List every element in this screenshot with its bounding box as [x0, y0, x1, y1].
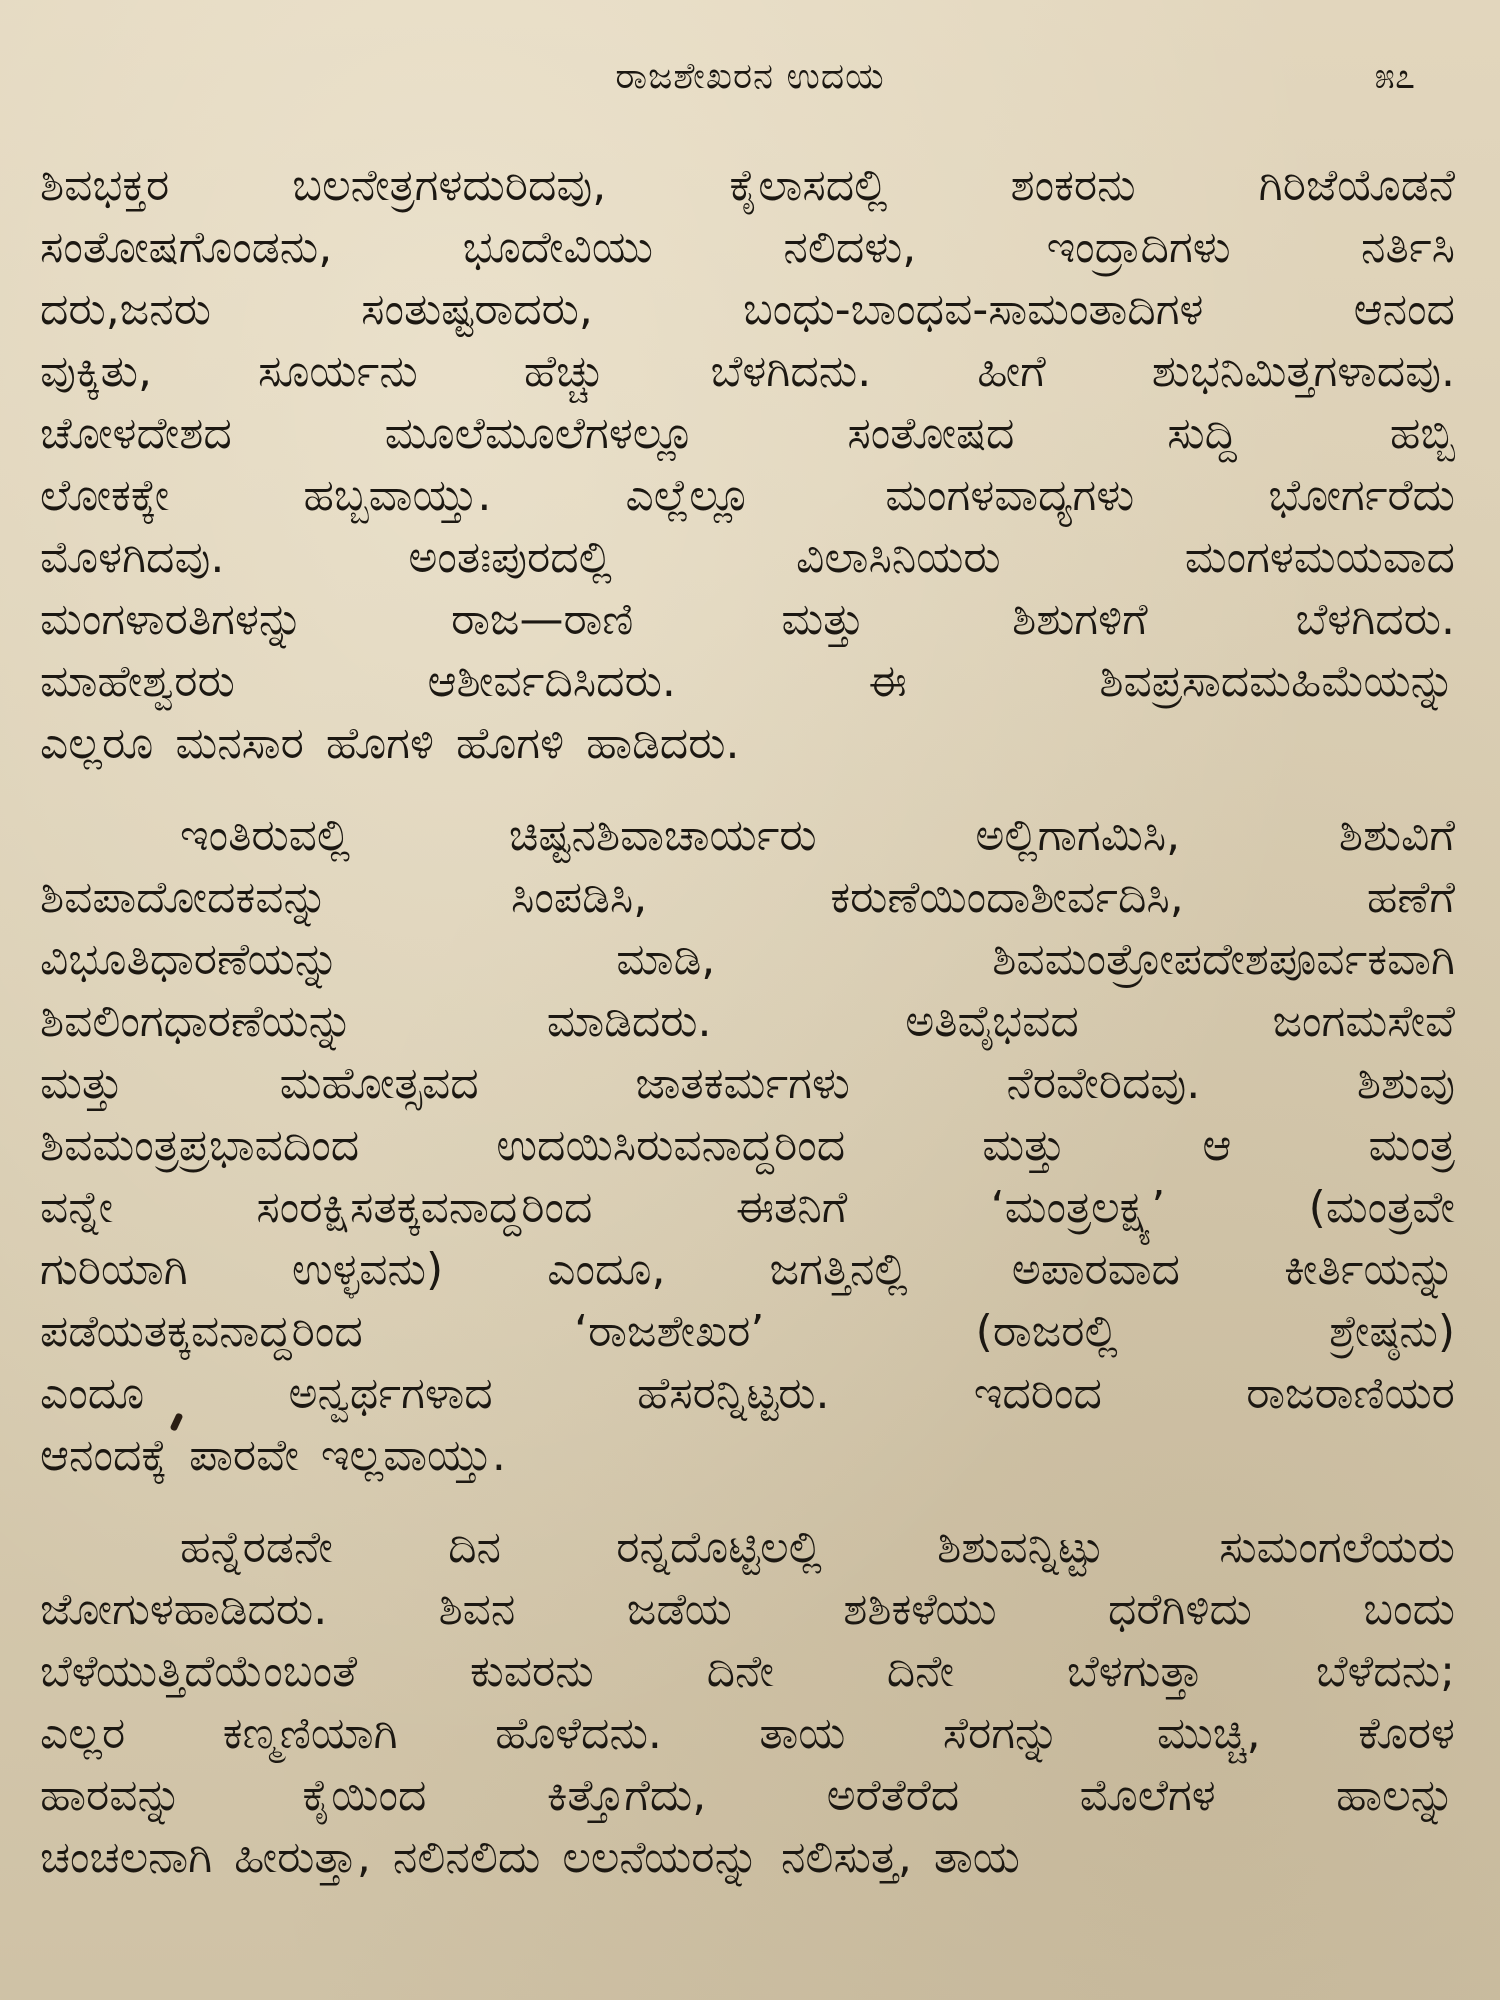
- word: ಕಿತ್ತೊಗೆದು,: [546, 1770, 707, 1821]
- word: ಸಂರಕ್ಷಿಸತಕ್ಕವನಾದ್ದರಿಂದ: [256, 1182, 593, 1233]
- word: ಎಂದೂ,: [547, 1244, 666, 1295]
- word: ಶಿವಮಂತ್ರೋಪದೇಶಪೂರ್ವಕವಾಗಿ: [992, 934, 1455, 985]
- word: ‘ಮಂತ್ರಲಕ್ಷ್ಯ’: [990, 1182, 1166, 1233]
- word: ಹೀರುತ್ತಾ,: [234, 1832, 371, 1883]
- text-line: [40, 1703, 1455, 1765]
- word: ಬೆಳಗಿದನು.: [710, 346, 872, 397]
- word: ಇಂದ್ರಾದಿಗಳು: [1046, 222, 1231, 273]
- word: ನರ್ತಿಸಿ: [1361, 222, 1455, 273]
- word: ಬಲನೇತ್ರಗಳದುರಿದವು,: [292, 160, 607, 211]
- word: ಹಬ್ಬವಾಯ್ತು.: [303, 470, 492, 521]
- body-text: [40, 155, 1455, 1889]
- word: ಮೊಲೆಗಳ: [1079, 1770, 1216, 1821]
- word: ಇಂತಿರುವಲ್ಲಿ: [180, 810, 351, 861]
- word: ಶಿಶುವಿಗೆ: [1338, 810, 1455, 861]
- word: ಶುಭನಿಮಿತ್ತಗಳಾದವು.: [1151, 346, 1455, 397]
- word: ದಿನೇ: [706, 1646, 774, 1697]
- word: ಸುದ್ದಿ: [1167, 408, 1238, 459]
- running-title: ರಾಜಶೇಖರನ ಉದಯ: [615, 56, 885, 97]
- word: ಮತ್ತು: [982, 1120, 1066, 1171]
- text-line: [40, 1301, 1455, 1363]
- word: ಸುಮಂಗಲೆಯರು: [1219, 1522, 1455, 1573]
- word: (ರಾಜರಲ್ಲಿ: [975, 1306, 1118, 1357]
- word: ಸಂತುಷ್ಟರಾದರು,: [361, 284, 593, 335]
- word: ಕೈಲಾಸದಲ್ಲಿ: [729, 160, 888, 211]
- word: ಶಿವಭಕ್ತರ: [40, 160, 170, 211]
- word: ಶಶಿಕಳೆಯು: [843, 1584, 997, 1635]
- word: ಆಶೀರ್ವದಿಸಿದರು.: [427, 656, 676, 707]
- word: ಕಣ್ಮಣಿಯಾಗಿ: [222, 1708, 398, 1759]
- word: ಜಡೆಯ: [626, 1584, 732, 1635]
- word: ಹೆಸರನ್ನಿಟ್ಟರು.: [637, 1368, 830, 1419]
- word: ಶಿವಮಂತ್ರಪ್ರಭಾವದಿಂದ: [40, 1120, 360, 1171]
- text-line: [40, 527, 1455, 589]
- text-line: [40, 867, 1455, 929]
- word: ಈ: [868, 656, 907, 707]
- text-line: [40, 155, 1455, 217]
- word: ಹಾಲನ್ನು: [1336, 1770, 1455, 1821]
- word: ಶಿವಪಾದೋದಕವನ್ನು: [40, 872, 328, 923]
- word: ಎಂದೂ: [40, 1368, 145, 1419]
- word: ಅತಿವೈಭವದ: [905, 996, 1079, 1047]
- word: ಹೊಗಳಿ: [325, 718, 434, 769]
- word: ದರು,ಜನರು: [40, 284, 211, 335]
- text-line: [40, 1517, 1455, 1579]
- text-line: [40, 1579, 1455, 1641]
- word: ಉದಯಿಸಿರುವನಾದ್ದರಿಂದ: [496, 1120, 846, 1171]
- word: ನಲಿಸುತ್ತ,: [780, 1832, 912, 1883]
- word: ಜೋಗುಳಹಾಡಿದರು.: [40, 1584, 328, 1635]
- word: ಜಾತಕರ್ಮಗಳು: [635, 1058, 850, 1109]
- text-line: [40, 217, 1455, 279]
- text-line: [40, 1827, 1455, 1889]
- text-line: [40, 1239, 1455, 1301]
- text-line: [40, 713, 1455, 775]
- text-line: [40, 403, 1455, 465]
- word: ಕೀರ್ತಿಯನ್ನು: [1284, 1244, 1455, 1295]
- text-line: [40, 1363, 1455, 1425]
- paragraph-gap: [40, 775, 1455, 805]
- word: ರಾಜರಾಣಿಯರ: [1246, 1368, 1455, 1419]
- word: ಭೋರ್ಗರೆದು: [1268, 470, 1455, 521]
- word: ಉಳ್ಳವನು): [291, 1244, 444, 1295]
- text-line: [40, 1641, 1455, 1703]
- word: ಹಬ್ಬಿ: [1389, 408, 1455, 459]
- word: ಹಾರವನ್ನು: [40, 1770, 182, 1821]
- word: ಲಲನೆಯರನ್ನು: [562, 1832, 759, 1883]
- word: ಅಲ್ಲಿಗಾಗಮಿಸಿ,: [975, 810, 1181, 861]
- word: ತಾಯ: [759, 1708, 846, 1759]
- text-line: [40, 929, 1455, 991]
- text-line: [40, 805, 1455, 867]
- word: ಚಿಷ್ಟನಶಿವಾಚಾರ್ಯರು: [508, 810, 817, 861]
- text-line: [40, 465, 1455, 527]
- word: ಕುವರನು: [469, 1646, 594, 1697]
- word: ಜಗತ್ತಿನಲ್ಲಿ: [769, 1244, 908, 1295]
- word: ಶಿವನ: [438, 1584, 516, 1635]
- paragraph: [40, 1517, 1455, 1889]
- word: ಶಿವಲಿಂಗಧಾರಣೆಯನ್ನು: [40, 996, 354, 1047]
- word: ಹೊಗಳಿ: [455, 718, 565, 769]
- word: ಮಾಹೇಶ್ವರರು: [40, 656, 235, 707]
- text-line: [40, 1425, 1455, 1487]
- word: ಹಾಡಿದರು.: [586, 718, 740, 769]
- word: ಗುರಿಯಾಗಿ: [40, 1244, 188, 1295]
- word: ಮುಚ್ಚಿ,: [1156, 1708, 1261, 1759]
- word: ಎಲ್ಲೆಲ್ಲೂ: [625, 470, 752, 521]
- word: ಕರುಣೆಯಿಂದಾಶೀರ್ವದಿಸಿ,: [830, 872, 1184, 923]
- word: ಸೆರಗನ್ನು: [942, 1708, 1060, 1759]
- word: ಸೂರ್ಯನು: [257, 346, 418, 397]
- word: ಗಿರಿಜೆಯೊಡನೆ: [1258, 160, 1455, 211]
- word: ಚೋಳದೇಶದ: [40, 408, 232, 459]
- word: ಮತ್ತು: [781, 594, 865, 645]
- running-header: [0, 56, 1500, 116]
- word: ಆನಂದ: [1353, 284, 1455, 335]
- text-line: [40, 1177, 1455, 1239]
- word: ಮಾಡಿ,: [616, 934, 716, 985]
- word: ನಲಿನಲಿದು: [392, 1832, 541, 1883]
- word: ಅಂತಃಪುರದಲ್ಲಿ: [408, 532, 612, 583]
- word: ಶ್ರೇಷ್ಠನು): [1329, 1306, 1455, 1357]
- word: ಕೈಯಿಂದ: [302, 1770, 427, 1821]
- word: ಮೂಲೆಮೂಲೆಗಳಲ್ಲೂ: [384, 408, 695, 459]
- word: ಸಿಂಪಡಿಸಿ,: [511, 872, 648, 923]
- text-line: [40, 1053, 1455, 1115]
- word: ಅಪಾರವಾದ: [1011, 1244, 1180, 1295]
- word: ಹೀಗೆ: [977, 346, 1046, 397]
- word: ಹಣೆಗೆ: [1366, 872, 1455, 923]
- word: ಶಂಕರನು: [1010, 160, 1136, 211]
- text-line: [40, 1765, 1455, 1827]
- word: ‘ರಾಜಶೇಖರ’: [574, 1306, 765, 1357]
- word: ಚಂಚಲನಾಗಿ: [40, 1832, 213, 1883]
- word: ಹೆಚ್ಚು: [523, 346, 605, 397]
- word: ಈತನಿಗೆ: [735, 1182, 848, 1233]
- word: ದಿನೇ: [886, 1646, 955, 1697]
- text-line: [40, 991, 1455, 1053]
- word: ಮತ್ತು: [40, 1058, 123, 1109]
- word: ಇಲ್ಲವಾಯ್ತು.: [320, 1430, 506, 1481]
- word: ಬಂಧು-ಬಾಂಧವ-ಸಾಮಂತಾದಿಗಳ: [743, 284, 1204, 335]
- word: ಭೂದೇವಿಯು: [462, 222, 654, 273]
- word: ರಾಜ—ರಾಣಿ: [451, 594, 634, 645]
- text-line: [40, 589, 1455, 651]
- word: ಮಂಗಳಾರತಿಗಳನ್ನು: [40, 594, 304, 645]
- word: ಶಿಶುವು: [1356, 1058, 1455, 1109]
- word: ವನ್ನೇ: [40, 1182, 114, 1233]
- word: ರನ್ನದೊಟ್ಟಿಲಲ್ಲಿ: [616, 1522, 822, 1573]
- word: ಕೊರಳ: [1358, 1708, 1455, 1759]
- text-line: [40, 341, 1455, 403]
- word: ಆ: [1202, 1120, 1232, 1171]
- paragraph: [40, 805, 1455, 1487]
- word: ಧರೆಗಿಳಿದು: [1107, 1584, 1252, 1635]
- word: ಎಲ್ಲರ: [40, 1708, 126, 1759]
- word: ಅರೆತೆರೆದ: [826, 1770, 960, 1821]
- word: ಹನ್ನೆರಡನೇ: [180, 1522, 333, 1573]
- text-line: [40, 279, 1455, 341]
- page-number: ೫೭: [1374, 56, 1415, 97]
- word: ಹೊಳೆದನು.: [495, 1708, 662, 1759]
- word: ಮನಸಾರ: [175, 718, 304, 769]
- word: ಮಾಡಿದರು.: [546, 996, 712, 1047]
- word: ವುಕ್ಕಿತು,: [40, 346, 152, 397]
- word: ಪಾರವೇ: [189, 1430, 299, 1481]
- word: ಸಂತೋಷಗೊಂಡನು,: [40, 222, 333, 273]
- word: ಬೆಳೆಯುತ್ತಿದೆಯೆಂಬಂತೆ: [40, 1646, 358, 1697]
- word: ಶಿಶುಗಳಿಗೆ: [1012, 594, 1148, 645]
- word: ಮಹೋತ್ಸವದ: [279, 1058, 479, 1109]
- word: ಎಲ್ಲರೂ: [40, 718, 154, 769]
- word: ಲೋಕಕ್ಕೇ: [40, 470, 170, 521]
- word: ಬೆಳೆದನು;: [1315, 1646, 1455, 1697]
- word: ಬಂದು: [1363, 1584, 1455, 1635]
- paragraph: [40, 155, 1455, 775]
- word: ವಿಲಾಸಿನಿಯರು: [796, 532, 1001, 583]
- word: (ಮಂತ್ರವೇ: [1308, 1182, 1455, 1233]
- word: ಬೆಳಗಿದರು.: [1295, 594, 1455, 645]
- word: ಅನ್ವರ್ಥಗಳಾದ: [288, 1368, 493, 1419]
- word: ಜಂಗಮಸೇವೆ: [1272, 996, 1455, 1047]
- text-line: [40, 1115, 1455, 1177]
- word: ಮಂತ್ರ: [1368, 1120, 1455, 1171]
- word: ಬೆಳಗುತ್ತಾ: [1066, 1646, 1203, 1697]
- word: ಮಂಗಳಮಯವಾದ: [1184, 532, 1455, 583]
- word: ದಿನ: [448, 1522, 502, 1573]
- word: ಆನಂದಕ್ಕೆ: [40, 1430, 168, 1481]
- word: ಶಿವಪ್ರಸಾದಮಹಿಮೆಯನ್ನು: [1099, 656, 1455, 707]
- word: ನಲಿದಳು,: [783, 222, 917, 273]
- word: ತಾಯ: [933, 1832, 1020, 1883]
- word: ಇದರಿಂದ: [973, 1368, 1102, 1419]
- word: ನೆರವೇರಿದವು.: [1006, 1058, 1201, 1109]
- word: ಶಿಶುವನ್ನಿಟ್ಟು: [937, 1522, 1104, 1573]
- word: ಮಂಗಳವಾದ್ಯಗಳು: [885, 470, 1135, 521]
- word: ಸಂತೋಷದ: [847, 408, 1015, 459]
- word: ಪಡೆಯತಕ್ಕವನಾದ್ದರಿಂದ: [40, 1306, 363, 1357]
- word: ಮೊಳಗಿದವು.: [40, 532, 225, 583]
- word: ವಿಭೂತಿಧಾರಣೆಯನ್ನು: [40, 934, 340, 985]
- paragraph-gap: [40, 1487, 1455, 1517]
- text-line: [40, 651, 1455, 713]
